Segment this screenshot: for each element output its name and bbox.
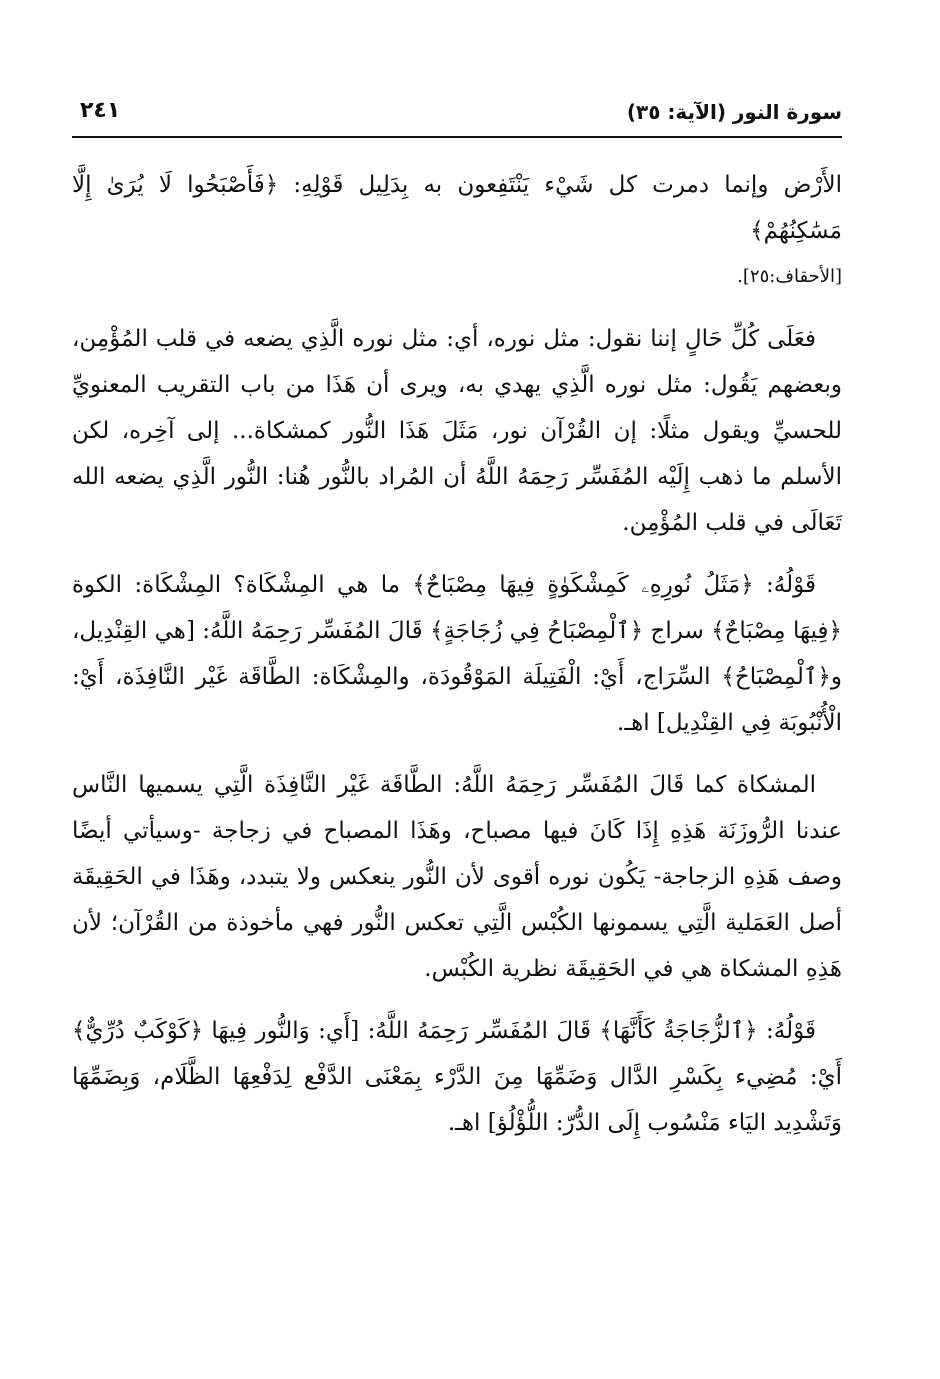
page-body [72, 162, 842, 1146]
paragraph-1: الأَرْض وإنما دمرت كل شَيْء يَنْتَفِعون به بِدَلِيل قَوْلِهِ: ﴿فَأَصْبَحُوا لَا يُرَىٰ إِلَّا مَسَٰكِنُهُمْ﴾ [72, 172, 842, 244]
paragraph-4: المشكاة كما قَالَ المُفَسِّر رَحِمَهُ اللَّهُ: الطَّاقَة غَيْر النَّافِذَة الَّتِي يسميها النَّاس عندنا الرُّوزَنَة هَذِهِ إِذَا كَانَ فيها مصباح، وهَذَا المصباح في زجاجة -وسيأتي أيضًا وصف هَذِهِ الزجاجة- يَكُون نوره أقوى لأن النُّور ينعكس ولا يتبدد، وهَذَا في الحَقِيقَة أصل العَمَلية الَّتِي يسمونها الكُبْس الَّتِي تعكس النُّور فهي مأخوذة من القُرْآن؛ لأن هَذِهِ المشكاة هي في الحَقِيقَة نظرية الكُبْس. [72, 772, 842, 982]
page-header [72, 96, 842, 138]
paragraph-3: قَوْلُهُ: ﴿مَثَلُ نُورِهِۦ كَمِشْكَوٰةٍ فِيهَا مِصْبَاحٌ﴾ ما هي المِشْكَاة؟ المِشْكَاة: الكوة ﴿فِيهَا مِصْبَاحٌ﴾ سراج ﴿ٱلْمِصْبَاحُ فِي زُجَاجَةٍ﴾ قَالَ المُفَسِّر رَحِمَهُ اللَّهُ: [هي القِنْدِيل، و﴿ٱلْمِصْبَاحُ﴾ السِّرَاج، أَيْ: الْفَتِيلَة المَوْقُودَة، والمِشْكَاة: الطَّاقَة غَيْر النَّافِذَة، أَيْ: الْأُنْبُوبَة فِي القِنْدِيل] اهـ. [72, 572, 842, 736]
page [72, 96, 842, 1162]
quran-reference: [الأحقاف:٢٥]. [737, 266, 842, 287]
running-title: سورة النور (الآية: ٣٥) [626, 100, 842, 124]
paragraph-2: فعَلَى كُلِّ حَالٍ إننا نقول: مثل نوره، أي: مثل نوره الَّذِي يضعه في قلب المُؤْمِن، وبعضهم يَقُول: مثل نوره الَّذِي يهدي به، ويرى أن هَذَا من باب التقريب المعنويِّ للحسيِّ ويقول مثلًا: إن القُرْآن نور، مَثَلَ هَذَا النُّور كمشكاة... إلى آخِره، لكن الأسلم ما ذهب إِلَيْه المُفَسِّر رَحِمَهُ اللَّهُ أن المُراد بالنُّور هُنا: النُّور الَّذِي يضعه الله تَعَالَى في قلب المُؤْمِن. [72, 326, 842, 536]
paragraph-5: قَوْلُهُ: ﴿ٱلزُّجَاجَةُ كَأَنَّهَا﴾ قَالَ المُفَسِّر رَحِمَهُ اللَّهُ: [أَي: وَالنُّور فِيهَا ﴿كَوْكَبٌ دُرِّيٌّ﴾ أَيْ: مُضِيء بِكَسْرِ الدَّال وَضَمِّهَا مِنَ الدَّرْء بِمَعْنَى الدَّفْع لِدَفْعِهَا الظَّلَام، وَبِضَمِّهَا وَتَشْدِيد اليَاء مَنْسُوب إِلَى الدُّرّ: اللُّؤْلُؤ] اهـ. [72, 1018, 842, 1136]
page-number: ٢٤١ [80, 98, 121, 123]
